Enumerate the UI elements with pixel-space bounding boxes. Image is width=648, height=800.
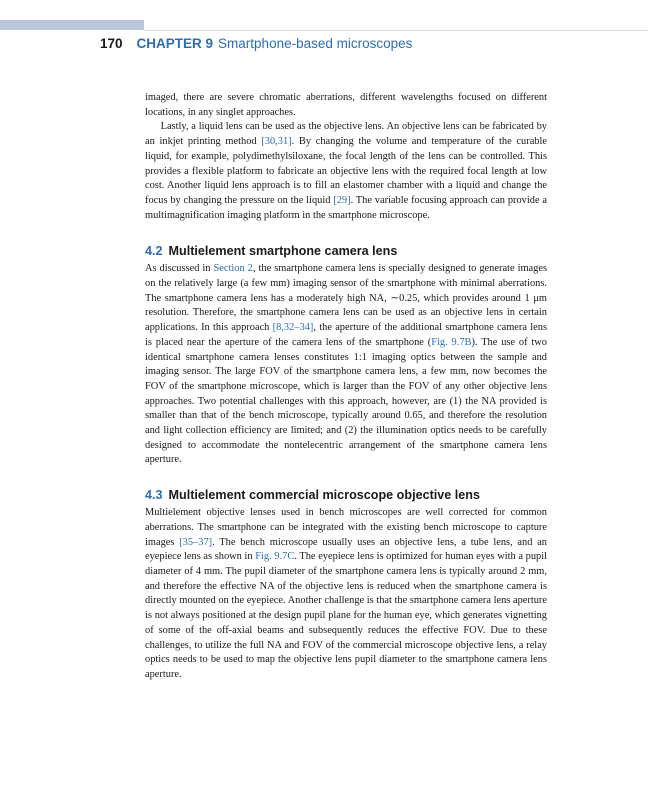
section-number: 4.3 bbox=[145, 488, 163, 503]
paragraph-liquid-lens bbox=[145, 120, 547, 223]
section-link[interactable]: Section 2 bbox=[213, 263, 253, 275]
paragraph-text: Multielement objective lenses used in bench microscopes are well corrected for common aberrations. The smartphone can be integrated with the existing bench microscope to capture images bbox=[145, 507, 547, 548]
paragraph-text: , the aperture of the additional smartphone camera lens is placed near the aperture of the camera lens of the smartphone ( bbox=[145, 322, 547, 348]
paragraph-text: . The variable focusing approach can provide a multimagnification imaging platform in the smartphone microscope. bbox=[145, 194, 547, 221]
paragraph-continued bbox=[145, 91, 547, 120]
section-number: 4.2 bbox=[145, 244, 163, 259]
figure-link[interactable]: Fig. 9.7B bbox=[431, 336, 472, 348]
chapter-title: Smartphone-based microscopes bbox=[218, 36, 413, 51]
citation-link[interactable]: [30,31] bbox=[261, 136, 292, 148]
section-title: Multielement smartphone camera lens bbox=[168, 244, 398, 259]
section-title: Multielement commercial microscope objective lens bbox=[168, 488, 480, 503]
citation-link[interactable]: [29] bbox=[333, 194, 351, 206]
section-heading-4-2 bbox=[145, 243, 547, 259]
citation-link[interactable]: [8,32–34] bbox=[272, 322, 314, 334]
paragraph-text: imaged, there are severe chromatic aberrations, different wavelengths focused on different locations, in any singlet approaches. bbox=[145, 92, 547, 118]
paragraph-text: Lastly, a liquid lens can be used as the objective lens. An objective lens can be fabricated by an inkjet printing method bbox=[145, 121, 547, 148]
citation-link[interactable]: [35–37] bbox=[179, 536, 213, 548]
figure-link[interactable]: Fig. 9.7C bbox=[255, 551, 295, 563]
paragraph-text: ). The use of two identical smartphone camera lenses constitutes 1:1 imaging optics between the sample and imaging sensor. The large FOV of the smartphone camera lens, a few mm, now becomes the FOV of the smartphone microscope, which is larger than the FOV of any other objective lens approaches. Two potential challenges with this approach, however, are (1) the NA provided is smaller than that of the bench microscope, typically around 0.65, and therefore the resolution and light collection efficiency are limited; and (2) the illumination optics needs to be carefully designed to accommodate the nontelecentric arrangement of the smartphone camera lens aperture. bbox=[145, 336, 547, 466]
header-rule bbox=[144, 30, 648, 31]
paragraph-text: As discussed in bbox=[145, 263, 214, 275]
paragraph-text: . The eyepiece lens is optimized for human eyes with a pupil diameter of 4 mm. The pupil diameter of the smartphone camera lens is typically around 2 mm, and therefore the effective NA of the objective lens is reduced when the smartphone camera is directly mounted on the eyepiece. Another challenge is that the smartphone camera lens aperture is not always positioned at the design pupil plane for the human eye, which generates vignetting of some of the off-axial beams and subsequently reduces the effective FOV. Due to these challenges, to utilize the full NA and FOV of the commercial microscope objective lens, a relay optics needs to be used to map the objective lens pupil diameter to the smartphone camera lens aperture. bbox=[145, 551, 548, 680]
section-heading-4-3 bbox=[145, 487, 547, 503]
chapter-label: CHAPTER 9 bbox=[136, 36, 214, 51]
page-body bbox=[145, 91, 547, 683]
paragraph-section-4-2 bbox=[145, 262, 547, 468]
paragraph-section-4-3 bbox=[145, 506, 547, 682]
paragraph-text: . By changing the volume and temperature of the curable liquid, for example, polydimethylsiloxane, the focal length of the lens can be controlled. This provides a flexible platform to fabricate an objective lens with the required focal length at low cost. Another liquid lens approach is to fill an elastomer chamber with a liquid and change the focus by changing the pressure on the liquid bbox=[145, 136, 547, 206]
header-decor-bar bbox=[0, 20, 144, 30]
paragraph-text: . The bench microscope usually uses an objective lens, a tube lens, and an eyepiece lens as shown in bbox=[145, 536, 548, 563]
paragraph-text: , the smartphone camera lens is specially designed to generate images on the relatively large (a few mm) imaging sensor of the smartphone with minimal aberrations. The smartphone camera lens has a moderately high NA, ∼0.25, which provides around 1 μm resolution. Therefore, the smartphone camera lens can be used as an objective lens in certain applications. In this approach bbox=[145, 263, 547, 334]
page-number: 170 bbox=[100, 36, 123, 51]
running-head bbox=[100, 35, 412, 53]
